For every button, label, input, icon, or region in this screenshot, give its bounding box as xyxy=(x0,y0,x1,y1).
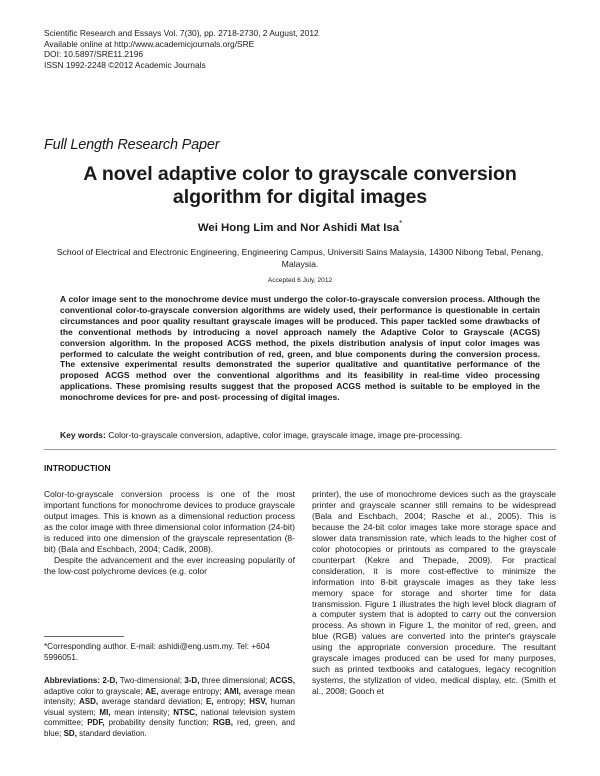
abbreviation-definition: adaptive color to grayscale; xyxy=(44,686,146,696)
abbreviation-term: MI, xyxy=(99,707,111,717)
abbreviation-definition: red, green, and blue; xyxy=(44,718,295,738)
affiliation: School of Electrical and Electronic Engineering, Engineering Campus, Universiti Sains Malaysia, 14300 Nibong Tebal, Penang, Malaysia. xyxy=(56,247,544,269)
abbreviation-definition: mean intensity; xyxy=(110,707,174,717)
intro-paragraph-continued: printer), the use of monochrome devices such as the grayscale printer and grayscale scanner still remains to be widespread (Bala and Eschbach, 2004; Rasche et al., 2005). This is because the 24-bit color images take more storage space and slower data transmission rate, which leads to the higher cost of color photocopies or printouts as compared to the grayscale counterpart (Kekre and Thepade, 2009). For practical consideration, it is more cost-effective to minimize the information into 8-bit grayscale images as they take less memory space for storage and shorter time for data transmission. Figure 1 illustrates the high level block diagram of a computer system that is adopted to carry out the conversion process. As shown in Figure 1, the monitor of red, green, and blue (RGB) values are converted into the printer's grayscale using the appropriate conversion procedure. The resultant grayscale images produced can be used for many purposes, such as printed textbooks and catalogues, legacy recognition systems, the stylization of video, medical display, etc. (Smith et al., 2008; Gooch et xyxy=(312,489,556,697)
abbreviation-term: HSV, xyxy=(249,697,268,707)
abbreviation-definition: probability density function; xyxy=(104,718,213,728)
abbreviation-term: AMI, xyxy=(224,686,241,696)
abbreviation-list xyxy=(44,676,295,738)
abbreviations-label: Abbreviations: xyxy=(44,676,101,685)
abbreviation-term: 2-D, xyxy=(102,676,118,685)
abbreviations xyxy=(44,676,295,740)
abbreviation-definition: three dimensional; xyxy=(199,676,270,685)
abbreviation-term: SD, xyxy=(63,728,77,738)
journal-citation: Scientific Research and Essays Vol. 7(30), pp. 2718-2730, 2 August, 2012 xyxy=(44,28,319,38)
abbreviation-term: ASD, xyxy=(78,697,99,707)
issn: ISSN 1992-2248 ©2012 Academic Journals xyxy=(44,59,206,70)
author-names: Wei Hong Lim and Nor Ashidi Mat Isa xyxy=(197,221,400,234)
introduction-heading: INTRODUCTION xyxy=(44,463,111,473)
keywords-label: Key words: xyxy=(60,430,106,440)
abbreviation-definition: average standard deviation; xyxy=(98,697,206,707)
intro-paragraph-2: Despite the advancement and the ever increasing popularity of the low-cost polychrome devices (e.g. color xyxy=(44,554,295,576)
journal-url: Available online at http://www.academicjournals.org/SRE xyxy=(44,38,255,49)
abbreviation-definition: human visual system; xyxy=(44,697,295,717)
footnote-rule xyxy=(44,636,124,637)
keywords xyxy=(60,430,550,440)
paper-type: Full Length Research Paper xyxy=(44,137,220,153)
intro-paragraph-1: Color-to-grayscale conversion process is one of the most important functions for monochrome devices to produce grayscale output images. This is known as a dimensional reduction process as the color image with three dimensional color information (24-bit) is reduced into one dimension of the grayscale representation (8-bit) (Bala and Eschbach, 2004; Cadik, 2008). xyxy=(44,489,295,554)
title-line-2: algorithm for digital images xyxy=(172,186,428,208)
accepted-date: Accepted 6 July, 2012 xyxy=(267,277,333,284)
doi: DOI: 10.5897/SRE11.2196 xyxy=(44,49,144,60)
title-line-1: A novel adaptive color to grayscale conversion xyxy=(83,163,517,185)
keywords-text: Color-to-grayscale conversion, adaptive, color image, grayscale image, image pre-processing. xyxy=(108,430,463,440)
abbreviation-definition: national television system committee; xyxy=(44,707,295,728)
authors xyxy=(40,219,560,234)
abbreviation-term: PDF, xyxy=(87,718,105,728)
journal-info xyxy=(44,28,364,70)
abbreviation-term: NTSC, xyxy=(173,707,198,717)
abbreviation-definition: entropy; xyxy=(213,697,250,707)
paper-title xyxy=(40,163,560,209)
left-column xyxy=(44,489,295,577)
abbreviation-term: AE, xyxy=(145,686,159,696)
section-divider xyxy=(44,449,556,450)
abbreviation-term: E, xyxy=(205,697,214,707)
abbreviation-term: RGB, xyxy=(212,718,233,728)
abbreviation-definition: Two-dimensional; xyxy=(117,676,185,685)
corresponding-author-footnote: *Corresponding author. E-mail: ashidi@eng.usm.my. Tel: +604 5996051. xyxy=(44,642,270,662)
abbreviation-term: ACGS, xyxy=(269,676,295,685)
abbreviation-term: 3-D, xyxy=(184,676,200,685)
abbreviation-definition: average mean intensity; xyxy=(44,686,296,707)
right-column xyxy=(312,489,556,697)
abbreviation-definition: average entropy; xyxy=(158,686,225,696)
abbreviation-definition: standard deviation. xyxy=(76,728,147,738)
abstract: A color image sent to the monochrome device must undergo the color-to-grayscale conversion process. Although the conventional color-to-grayscale conversion algorithms are widely used, their performance is questionable in certain circumstances and poor quality resultant grayscale images will be produced. This paper tackled some drawbacks of the conventional methods by introducing a novel approach namely the Adaptive Color to Grayscale (ACGS) conversion algorithm. In the proposed ACGS method, the pixels distribution analysis of input color images was performed to calculate the weight contribution of red, green, and blue components during the conversion process. The extensive experimental results demonstrated the superior qualitative and quantitative performance of the proposed ACGS method over the conventional algorithms and its feasibility in real-time video processing applications. These promising results suggest that the proposed ACGS method is suitable to be employed in the monochrome devices for pre- and post- processing of digital images. xyxy=(60,294,540,403)
corresponding-mark: * xyxy=(399,219,403,228)
